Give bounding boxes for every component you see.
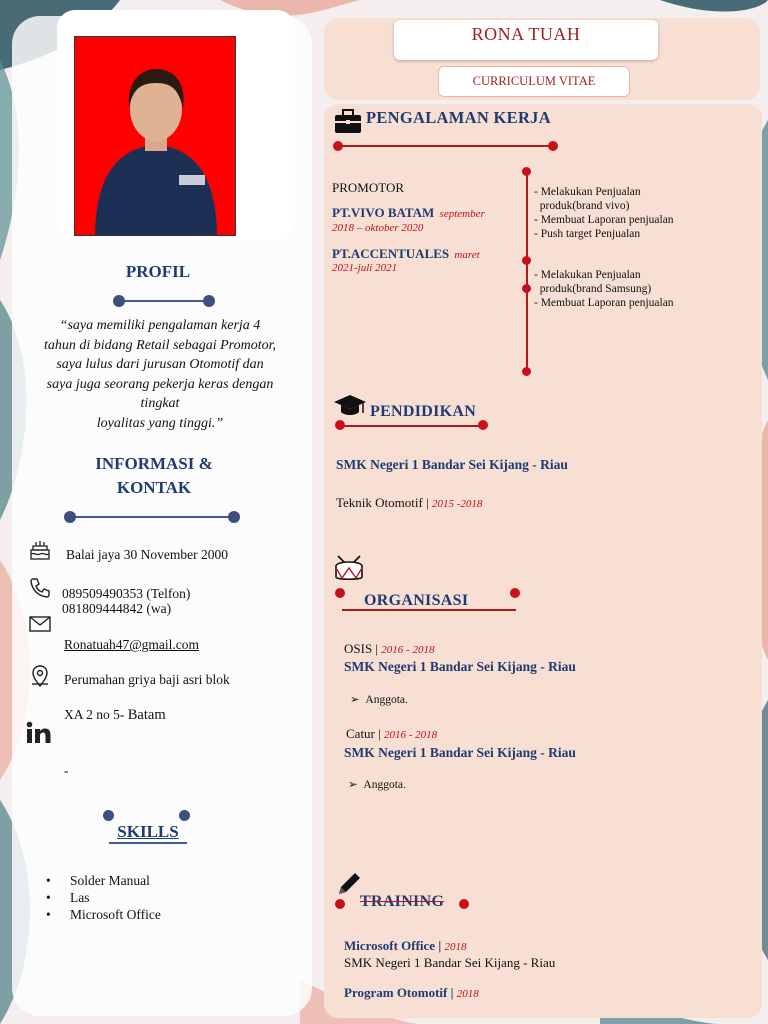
divider-dot [179, 810, 190, 821]
organization-divider [342, 609, 516, 611]
job-company-1: PT.VIVO BATAM september [332, 205, 485, 220]
timeline-dot [522, 167, 531, 176]
divider-dot [459, 899, 469, 909]
phone-wa[interactable]: 081809444842 (wa) [62, 601, 172, 616]
skill-item: • Solder Manual [48, 872, 161, 889]
linkedin-icon[interactable] [26, 720, 52, 752]
org-name-1: OSIS | 2016 - 2018 [344, 641, 435, 656]
timeline-line [526, 172, 528, 372]
divider-dot [335, 588, 345, 598]
timeline-dot [522, 367, 531, 376]
education-title: PENDIDIKAN [370, 403, 477, 420]
birth-info: Balai jaya 30 November 2000 [66, 547, 228, 562]
divider-dot [478, 420, 488, 430]
education-school: SMK Negeri 1 Bandar Sei Kijang - Riau [336, 457, 568, 472]
job-date-2: 2021-juli 2021 [332, 262, 398, 274]
org-school-2: SMK Negeri 1 Bandar Sei Kijang - Riau [344, 745, 576, 760]
divider-dot [548, 141, 558, 151]
timeline-dot [522, 284, 531, 293]
job-role: PROMOTOR [332, 180, 405, 195]
education-divider [340, 425, 484, 427]
contact-divider [70, 516, 234, 518]
experience-title: PENGALAMAN KERJA [366, 108, 551, 127]
divider-dot [335, 899, 345, 909]
job-date-1: 2018 – oktober 2020 [332, 222, 424, 234]
arrow-icon: ➢ [350, 694, 360, 706]
right-content-panel [324, 104, 762, 1018]
skills-underline [109, 842, 187, 844]
divider-dot [64, 511, 76, 523]
experience-divider [340, 145, 554, 147]
org-role-1: ➢ Anggota. [350, 694, 408, 706]
linkedin-placeholder: - [64, 763, 69, 778]
address-line2: XA 2 no 5- Batam [64, 707, 166, 723]
email-link[interactable]: Ronatuah47@gmail.com [64, 637, 200, 652]
education-major: Teknik Otomotif | 2015 -2018 [336, 495, 483, 510]
training-item-2: Program Otomotif | 2018 [344, 985, 479, 1000]
job-duties-2: - Melakukan Penjualan produk(brand Samsung) - Membuat Laporan penjualan [534, 269, 674, 309]
arrow-icon: ➢ [348, 779, 358, 791]
training-title: TRAINING [360, 893, 445, 910]
skills-list [48, 872, 161, 923]
drum-icon [334, 554, 364, 589]
phone-icon [28, 576, 52, 606]
cake-icon [28, 538, 52, 568]
divider-dot [203, 295, 215, 307]
profile-title: PROFIL [125, 262, 191, 281]
cv-subtitle: CURRICULUM VITAE [438, 66, 630, 97]
skill-item: • Las [48, 889, 161, 906]
training-item-1: Microsoft Office | 2018 [344, 938, 467, 953]
divider-dot [333, 141, 343, 151]
divider-dot [103, 810, 114, 821]
skill-item: • Microsoft Office [48, 906, 161, 923]
job-company-2: PT.ACCENTUALES maret [332, 246, 480, 261]
divider-dot [113, 295, 125, 307]
org-name-2: Catur | 2016 - 2018 [346, 726, 438, 741]
profile-photo [74, 36, 236, 236]
timeline-dot [522, 256, 531, 265]
full-name: RONA TUAH [394, 20, 658, 60]
skills-title: SKILLS [117, 822, 179, 841]
job-duties-1: - Melakukan Penjualan produk(brand vivo) - Membuat Laporan penjualan - Push target Penjualan [534, 186, 674, 240]
divider-dot [228, 511, 240, 523]
divider-dot [510, 588, 520, 598]
divider-dot [335, 420, 345, 430]
org-role-2: ➢ Anggota. [348, 779, 406, 791]
org-school-1: SMK Negeri 1 Bandar Sei Kijang - Riau [344, 659, 576, 674]
training-place-1: SMK Negeri 1 Bandar Sei Kijang - Riau [344, 955, 556, 970]
organization-title: ORGANISASI [364, 592, 469, 609]
briefcase-icon [334, 108, 362, 139]
location-pin-icon [28, 664, 52, 694]
contact-title: INFORMASI & KONTAK [95, 454, 213, 497]
phone-telfon[interactable]: 089509490353 (Telfon) [62, 586, 191, 601]
profile-text: “saya memiliki pengalaman kerja 4 tahun di bidang Retail sebagai Promotor, saya lulus dari jurusan Otomotif dan saya juga seorang pekerja keras dengan tingkat loyalitas yang tinggi.” [43, 318, 277, 431]
mail-icon [28, 614, 52, 640]
profile-divider [118, 300, 210, 302]
address-line1: Perumahan griya baji asri blok [64, 672, 230, 687]
